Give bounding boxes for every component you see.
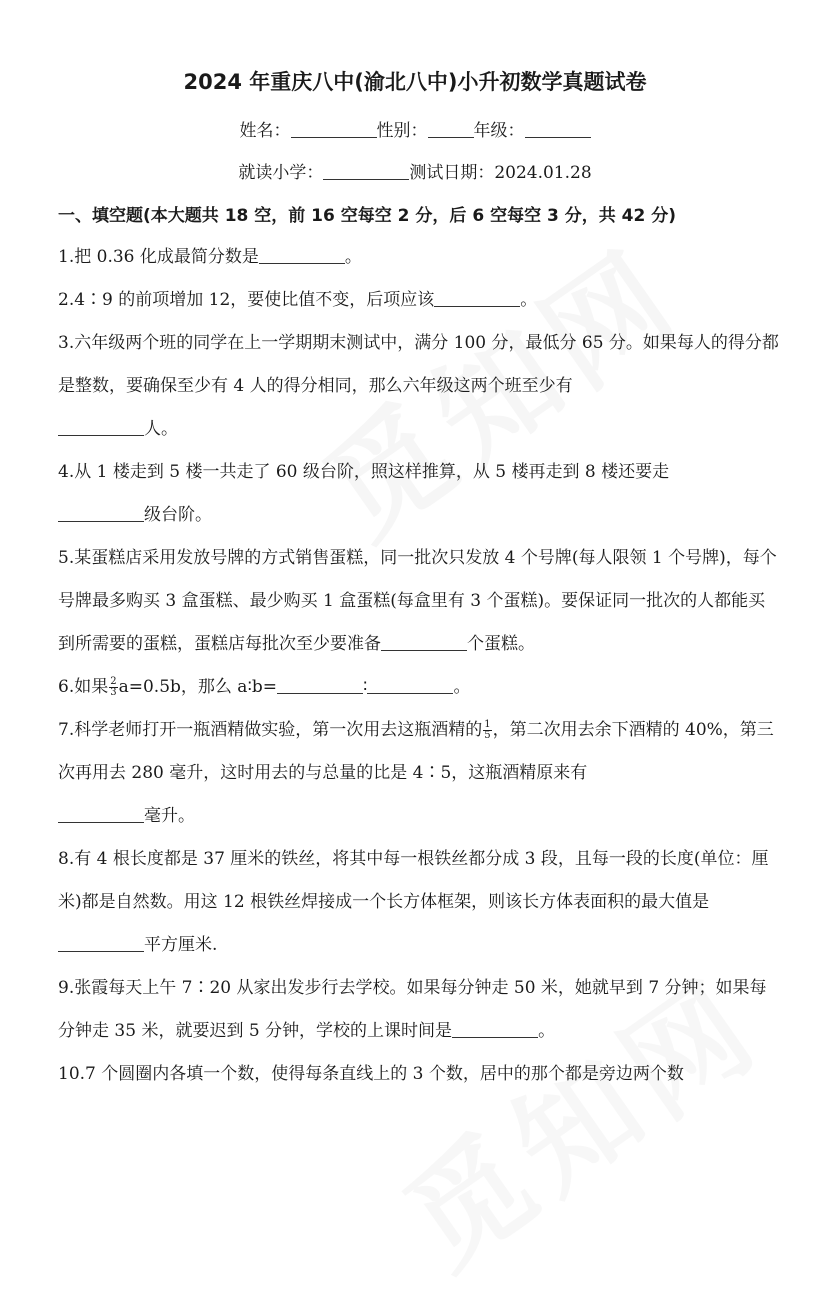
question-8 (58, 838, 780, 967)
answer-blank[interactable] (277, 677, 363, 694)
question-text: 7.科学老师打开一瓶酒精做实验，第一次用去这瓶酒精的 (58, 720, 483, 740)
question-text: ，第二次用去余下酒精的 40%，第三次再用去 280 毫升，这时用去的与总量的比是 4∶5，这瓶酒精原来有 (58, 720, 774, 783)
name-label: 姓名： (239, 121, 291, 141)
fraction-numerator: 2 (110, 676, 117, 687)
question-text: 9.张霞每天上午 7∶20 从家出发步行去学校。如果每分钟走 50 米，她就早到 7 分钟；如果每分钟走 35 米，就要迟到 5 分钟，学校的上课时间是 (58, 978, 767, 1041)
fraction-denominator: 3 (110, 687, 117, 698)
question-text: 6.如果 (58, 677, 109, 697)
question-10 (58, 1053, 780, 1096)
question-text: 4.从 1 楼走到 5 楼一共走了 60 级台阶，照这样推算，从 5 楼再走到 8 楼还要走 (58, 462, 670, 482)
question-text: 平方厘米. (144, 935, 218, 955)
question-text: 。 (520, 290, 538, 310)
question-1 (58, 236, 780, 279)
fraction-numerator: 1 (484, 719, 491, 730)
question-text: 。 (453, 677, 471, 697)
question-text: 人。 (144, 419, 178, 439)
answer-blank[interactable] (367, 677, 453, 694)
question-text: 10.7 个圆圈内各填一个数，使得每条直线上的 3 个数，居中的那个都是旁边两个数 (58, 1064, 684, 1084)
question-3 (58, 322, 780, 451)
school-label: 就读小学： (238, 163, 324, 183)
question-text: a=0.5b，那么 a∶b= (118, 677, 277, 697)
answer-blank[interactable] (58, 806, 144, 823)
question-5 (58, 537, 780, 666)
question-text: 个蛋糕。 (467, 634, 535, 654)
answer-blank[interactable] (58, 419, 144, 436)
question-4 (58, 451, 780, 537)
question-2 (58, 279, 780, 322)
section-heading: 一、填空题(本大题共 18 空，前 16 空每空 2 分，后 6 空每空 3 分，共 42 分) (58, 206, 677, 226)
page-title: 2024 年重庆八中(渝北八中)小升初数学真题试卷 (183, 70, 647, 94)
question-9 (58, 967, 780, 1053)
fraction (483, 720, 491, 741)
answer-blank[interactable] (259, 247, 345, 264)
answer-blank[interactable] (58, 935, 144, 952)
fraction (109, 677, 117, 698)
question-7 (58, 709, 780, 838)
question-text: 。 (538, 1021, 556, 1041)
question-text: 8.有 4 根长度都是 37 厘米的铁丝，将其中每一根铁丝都分成 3 段，且每一段的长度(单位：厘米)都是自然数。用这 12 根铁丝焊接成一个长方体框架，则该长方体表面积的最大值是 (58, 849, 769, 912)
answer-blank[interactable] (58, 505, 144, 522)
answer-blank[interactable] (434, 290, 520, 307)
answer-blank[interactable] (381, 634, 467, 651)
school-blank[interactable] (323, 163, 409, 180)
question-text: 。 (344, 247, 362, 267)
answer-blank[interactable] (452, 1021, 538, 1038)
grade-label: 年级： (473, 121, 525, 141)
question-text: ∶ (363, 677, 368, 697)
fraction-denominator: 5 (484, 730, 491, 741)
grade-blank[interactable] (525, 121, 591, 138)
name-blank[interactable] (291, 121, 377, 138)
test-date: 测试日期：2024.01.28 (409, 163, 592, 183)
school-info-row (0, 158, 830, 183)
question-text: 5.某蛋糕店采用发放号牌的方式销售蛋糕，同一批次只发放 4 个号牌(每人限领 1 个号牌)，每个号牌最多购买 3 盒蛋糕、最少购买 1 盒蛋糕(每盒里有 3 个蛋糕)。要保证同一批次的人都能买到所需要的蛋糕，蛋糕店每批次至少要准备 (58, 548, 777, 654)
gender-label: 性别： (376, 121, 428, 141)
gender-blank[interactable] (428, 121, 474, 138)
question-text: 2.4∶9 的前项增加 12，要使比值不变，后项应该 (58, 290, 435, 310)
question-6 (58, 666, 780, 709)
question-text: 级台阶。 (144, 505, 212, 525)
question-text: 1.把 0.36 化成最简分数是 (58, 247, 259, 267)
student-info-row (0, 116, 830, 141)
question-text: 3.六年级两个班的同学在上一学期期末测试中，满分 100 分，最低分 65 分。如果每人的得分都是整数，要确保至少有 4 人的得分相同，那么六年级这两个班至少有 (58, 333, 779, 396)
question-list (58, 236, 780, 1096)
question-text: 毫升。 (144, 806, 195, 826)
